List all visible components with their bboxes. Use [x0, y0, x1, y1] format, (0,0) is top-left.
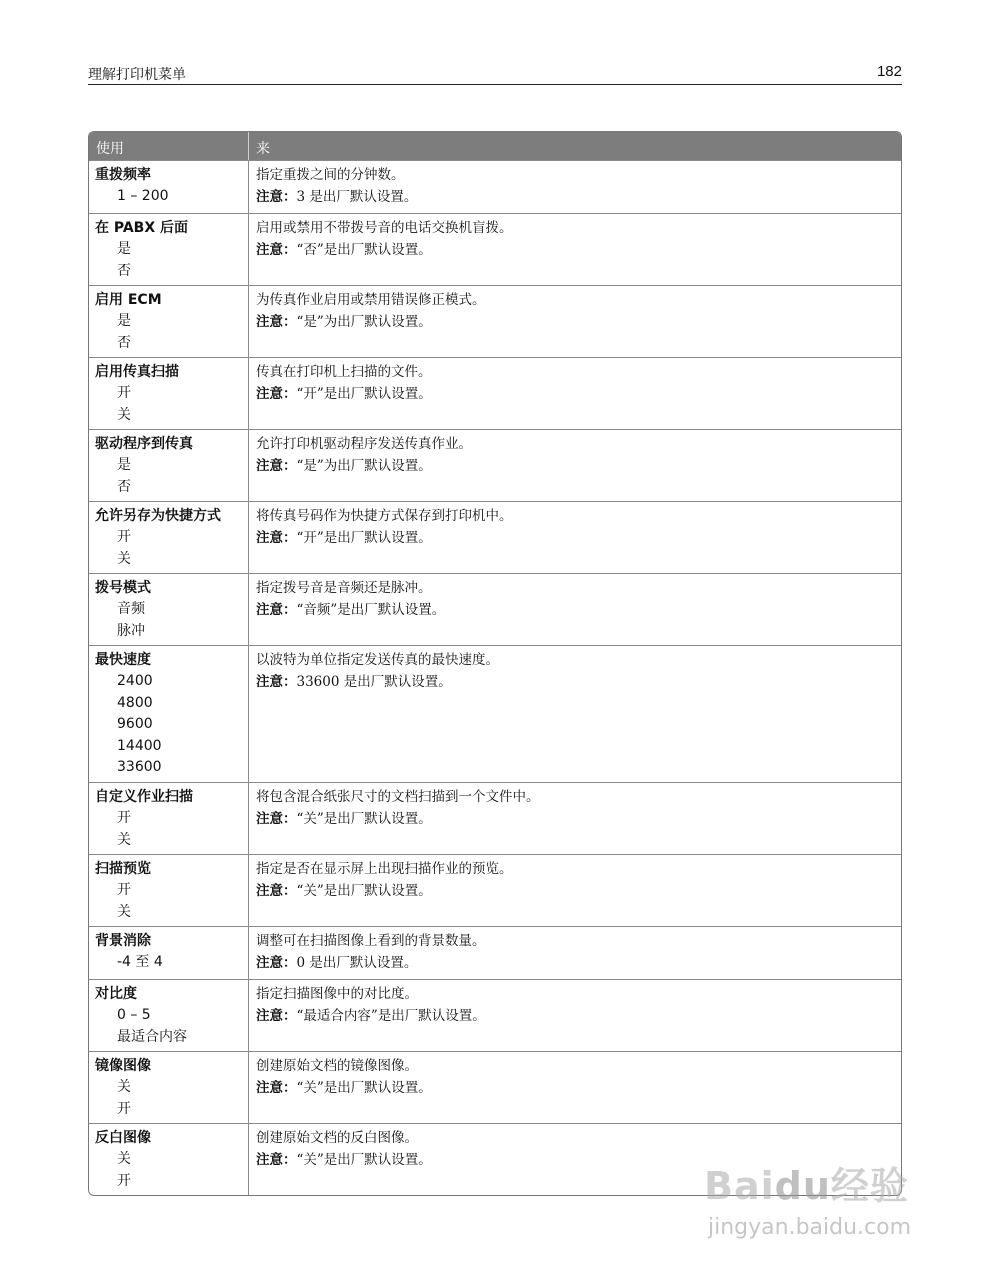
setting-name: 启用 ECM	[95, 292, 162, 308]
note-label: 注意：	[256, 1080, 297, 1096]
note-label: 注意：	[256, 189, 297, 205]
default-note	[256, 385, 901, 403]
table-row	[89, 501, 901, 573]
setting-option: 关	[117, 831, 131, 848]
setting-cell	[89, 161, 249, 213]
page-number: 182	[876, 63, 902, 80]
settings-table	[88, 131, 902, 1196]
note-text: “最适合内容”是出厂默认设置。	[296, 1008, 486, 1024]
setting-name: 在 PABX 后面	[95, 220, 189, 236]
setting-option: 2400	[117, 673, 153, 689]
setting-option: 开	[117, 882, 131, 898]
setting-option: 1 – 200	[117, 188, 169, 204]
note-text: “关”是出厂默认设置。	[296, 811, 432, 827]
note-label: 注意：	[256, 602, 297, 618]
setting-name: 反白图像	[95, 1130, 151, 1146]
table-row	[89, 285, 901, 357]
table-row	[89, 1123, 901, 1195]
description-cell	[249, 783, 901, 854]
note-label: 注意：	[256, 955, 297, 971]
setting-cell	[89, 927, 249, 979]
note-label: 注意：	[256, 1008, 297, 1024]
table-row	[89, 429, 901, 501]
setting-cell	[89, 1124, 249, 1195]
table-row	[89, 926, 901, 979]
setting-description: 允许打印机驱动程序发送传真作业。	[256, 436, 472, 452]
default-note	[256, 601, 901, 619]
setting-cell	[89, 358, 249, 429]
note-label: 注意：	[256, 458, 297, 474]
setting-description: 以波特为单位指定发送传真的最快速度。	[256, 652, 499, 668]
setting-name: 镜像图像	[95, 1058, 151, 1074]
default-note	[256, 810, 901, 828]
setting-option: 音频	[117, 601, 145, 617]
note-label: 注意：	[256, 242, 297, 258]
default-note	[256, 1151, 901, 1169]
description-cell	[249, 358, 901, 429]
table-body	[89, 160, 901, 1195]
default-note	[256, 457, 901, 475]
setting-description: 传真在打印机上扫描的文件。	[256, 364, 432, 380]
setting-name: 最快速度	[95, 652, 151, 668]
setting-option: 是	[117, 241, 131, 257]
setting-option: 4800	[117, 694, 153, 711]
note-text: “开”是出厂默认设置。	[296, 386, 432, 402]
table-row	[89, 645, 901, 782]
setting-option: 开	[117, 1172, 131, 1189]
note-text: “关”是出厂默认设置。	[296, 1080, 432, 1096]
setting-name: 重拨频率	[95, 167, 151, 183]
note-label: 注意：	[256, 530, 297, 546]
setting-cell	[89, 1052, 249, 1123]
setting-cell	[89, 980, 249, 1051]
note-text: “是”为出厂默认设置。	[296, 314, 432, 330]
note-label: 注意：	[256, 386, 297, 402]
note-text: “否”是出厂默认设置。	[296, 242, 432, 258]
table-row	[89, 1051, 901, 1123]
note-text: “开”是出厂默认设置。	[296, 530, 432, 546]
setting-cell	[89, 286, 249, 357]
note-text: 33600 是出厂默认设置。	[296, 674, 452, 690]
note-text: “关”是出厂默认设置。	[296, 883, 432, 899]
setting-option: 0 – 5	[117, 1007, 151, 1023]
default-note	[256, 241, 901, 259]
description-cell	[249, 430, 901, 501]
default-note	[256, 1079, 901, 1097]
default-note	[256, 313, 901, 331]
setting-cell	[89, 430, 249, 501]
setting-cell	[89, 214, 249, 285]
table-row	[89, 979, 901, 1051]
table-row	[89, 854, 901, 926]
setting-name: 拨号模式	[95, 580, 151, 596]
setting-cell	[89, 855, 249, 926]
note-label: 注意：	[256, 883, 297, 899]
description-cell	[249, 1052, 901, 1123]
default-note	[256, 529, 901, 547]
note-text: “音频”是出厂默认设置。	[296, 602, 446, 618]
setting-option: 最适合内容	[117, 1028, 187, 1045]
watermark-logo: Baidu经验	[704, 1164, 909, 1208]
page-title: 理解打印机菜单	[88, 67, 186, 83]
note-label: 注意：	[256, 1152, 297, 1168]
note-text: “关”是出厂默认设置。	[296, 1152, 432, 1168]
setting-option: 关	[117, 1151, 131, 1167]
setting-cell	[89, 502, 249, 573]
table-row	[89, 357, 901, 429]
note-label: 注意：	[256, 314, 297, 330]
description-cell	[249, 286, 901, 357]
setting-description: 指定拨号音是音频还是脉冲。	[256, 580, 432, 596]
note-label: 注意：	[256, 811, 297, 827]
setting-option: 是	[117, 457, 131, 473]
table-row	[89, 160, 901, 213]
setting-name: 启用传真扫描	[95, 364, 179, 380]
watermark-url: jingyan.baidu.com	[708, 1215, 912, 1240]
note-text: 3 是出厂默认设置。	[296, 189, 418, 205]
setting-description: 将传真号码作为快捷方式保存到打印机中。	[256, 508, 513, 524]
setting-option: 开	[117, 1100, 131, 1117]
setting-option: 9600	[117, 716, 153, 732]
table-row	[89, 573, 901, 645]
setting-option: 关	[117, 1079, 131, 1095]
column-header-to: 来	[256, 141, 270, 157]
description-cell	[249, 927, 901, 979]
setting-description: 指定重拨之间的分钟数。	[256, 167, 405, 183]
note-text: 0 是出厂默认设置。	[296, 955, 418, 971]
setting-option: -4 至 4	[117, 954, 163, 970]
setting-name: 扫描预览	[95, 861, 151, 877]
setting-description: 创建原始文档的镜像图像。	[256, 1058, 418, 1074]
setting-description: 将包含混合纸张尺寸的文档扫描到一个文件中。	[256, 789, 540, 805]
setting-description: 为传真作业启用或禁用错误修正模式。	[256, 292, 486, 308]
setting-option: 脉冲	[117, 622, 145, 639]
description-cell	[249, 574, 901, 645]
description-cell	[249, 502, 901, 573]
setting-name: 自定义作业扫描	[95, 789, 193, 805]
setting-option: 关	[117, 903, 131, 920]
default-note	[256, 1007, 901, 1025]
description-cell	[249, 214, 901, 285]
setting-name: 背景消除	[95, 933, 151, 949]
setting-option: 33600	[117, 759, 162, 775]
default-note	[256, 882, 901, 900]
note-label: 注意：	[256, 674, 297, 690]
description-cell	[249, 646, 901, 782]
page-header	[88, 62, 902, 85]
setting-option: 否	[117, 478, 131, 495]
table-row	[89, 213, 901, 285]
setting-option: 开	[117, 385, 131, 401]
setting-cell	[89, 783, 249, 854]
column-header-use: 使用	[89, 132, 249, 160]
setting-option: 是	[117, 313, 131, 329]
setting-name: 驱动程序到传真	[95, 436, 193, 452]
description-cell	[249, 980, 901, 1051]
setting-cell	[89, 646, 249, 782]
table-row	[89, 782, 901, 854]
setting-option: 否	[117, 262, 131, 279]
setting-description: 调整可在扫描图像上看到的背景数量。	[256, 933, 486, 949]
setting-name: 对比度	[95, 986, 137, 1002]
setting-option: 开	[117, 529, 131, 545]
setting-option: 14400	[117, 737, 162, 754]
setting-description: 启用或禁用不带拨号音的电话交换机盲拨。	[256, 220, 513, 236]
setting-description: 指定扫描图像中的对比度。	[256, 986, 418, 1002]
note-text: “是”为出厂默认设置。	[296, 458, 432, 474]
setting-cell	[89, 574, 249, 645]
description-cell	[249, 161, 901, 213]
description-cell	[249, 1124, 901, 1195]
default-note	[256, 188, 901, 206]
default-note	[256, 673, 901, 691]
setting-option: 关	[117, 406, 131, 423]
description-cell	[249, 855, 901, 926]
setting-name: 允许另存为快捷方式	[95, 508, 221, 524]
setting-option: 开	[117, 810, 131, 826]
default-note	[256, 954, 901, 972]
setting-description: 创建原始文档的反白图像。	[256, 1130, 418, 1146]
setting-option: 否	[117, 334, 131, 351]
setting-description: 指定是否在显示屏上出现扫描作业的预览。	[256, 861, 513, 877]
table-header	[89, 132, 901, 160]
setting-option: 关	[117, 550, 131, 567]
